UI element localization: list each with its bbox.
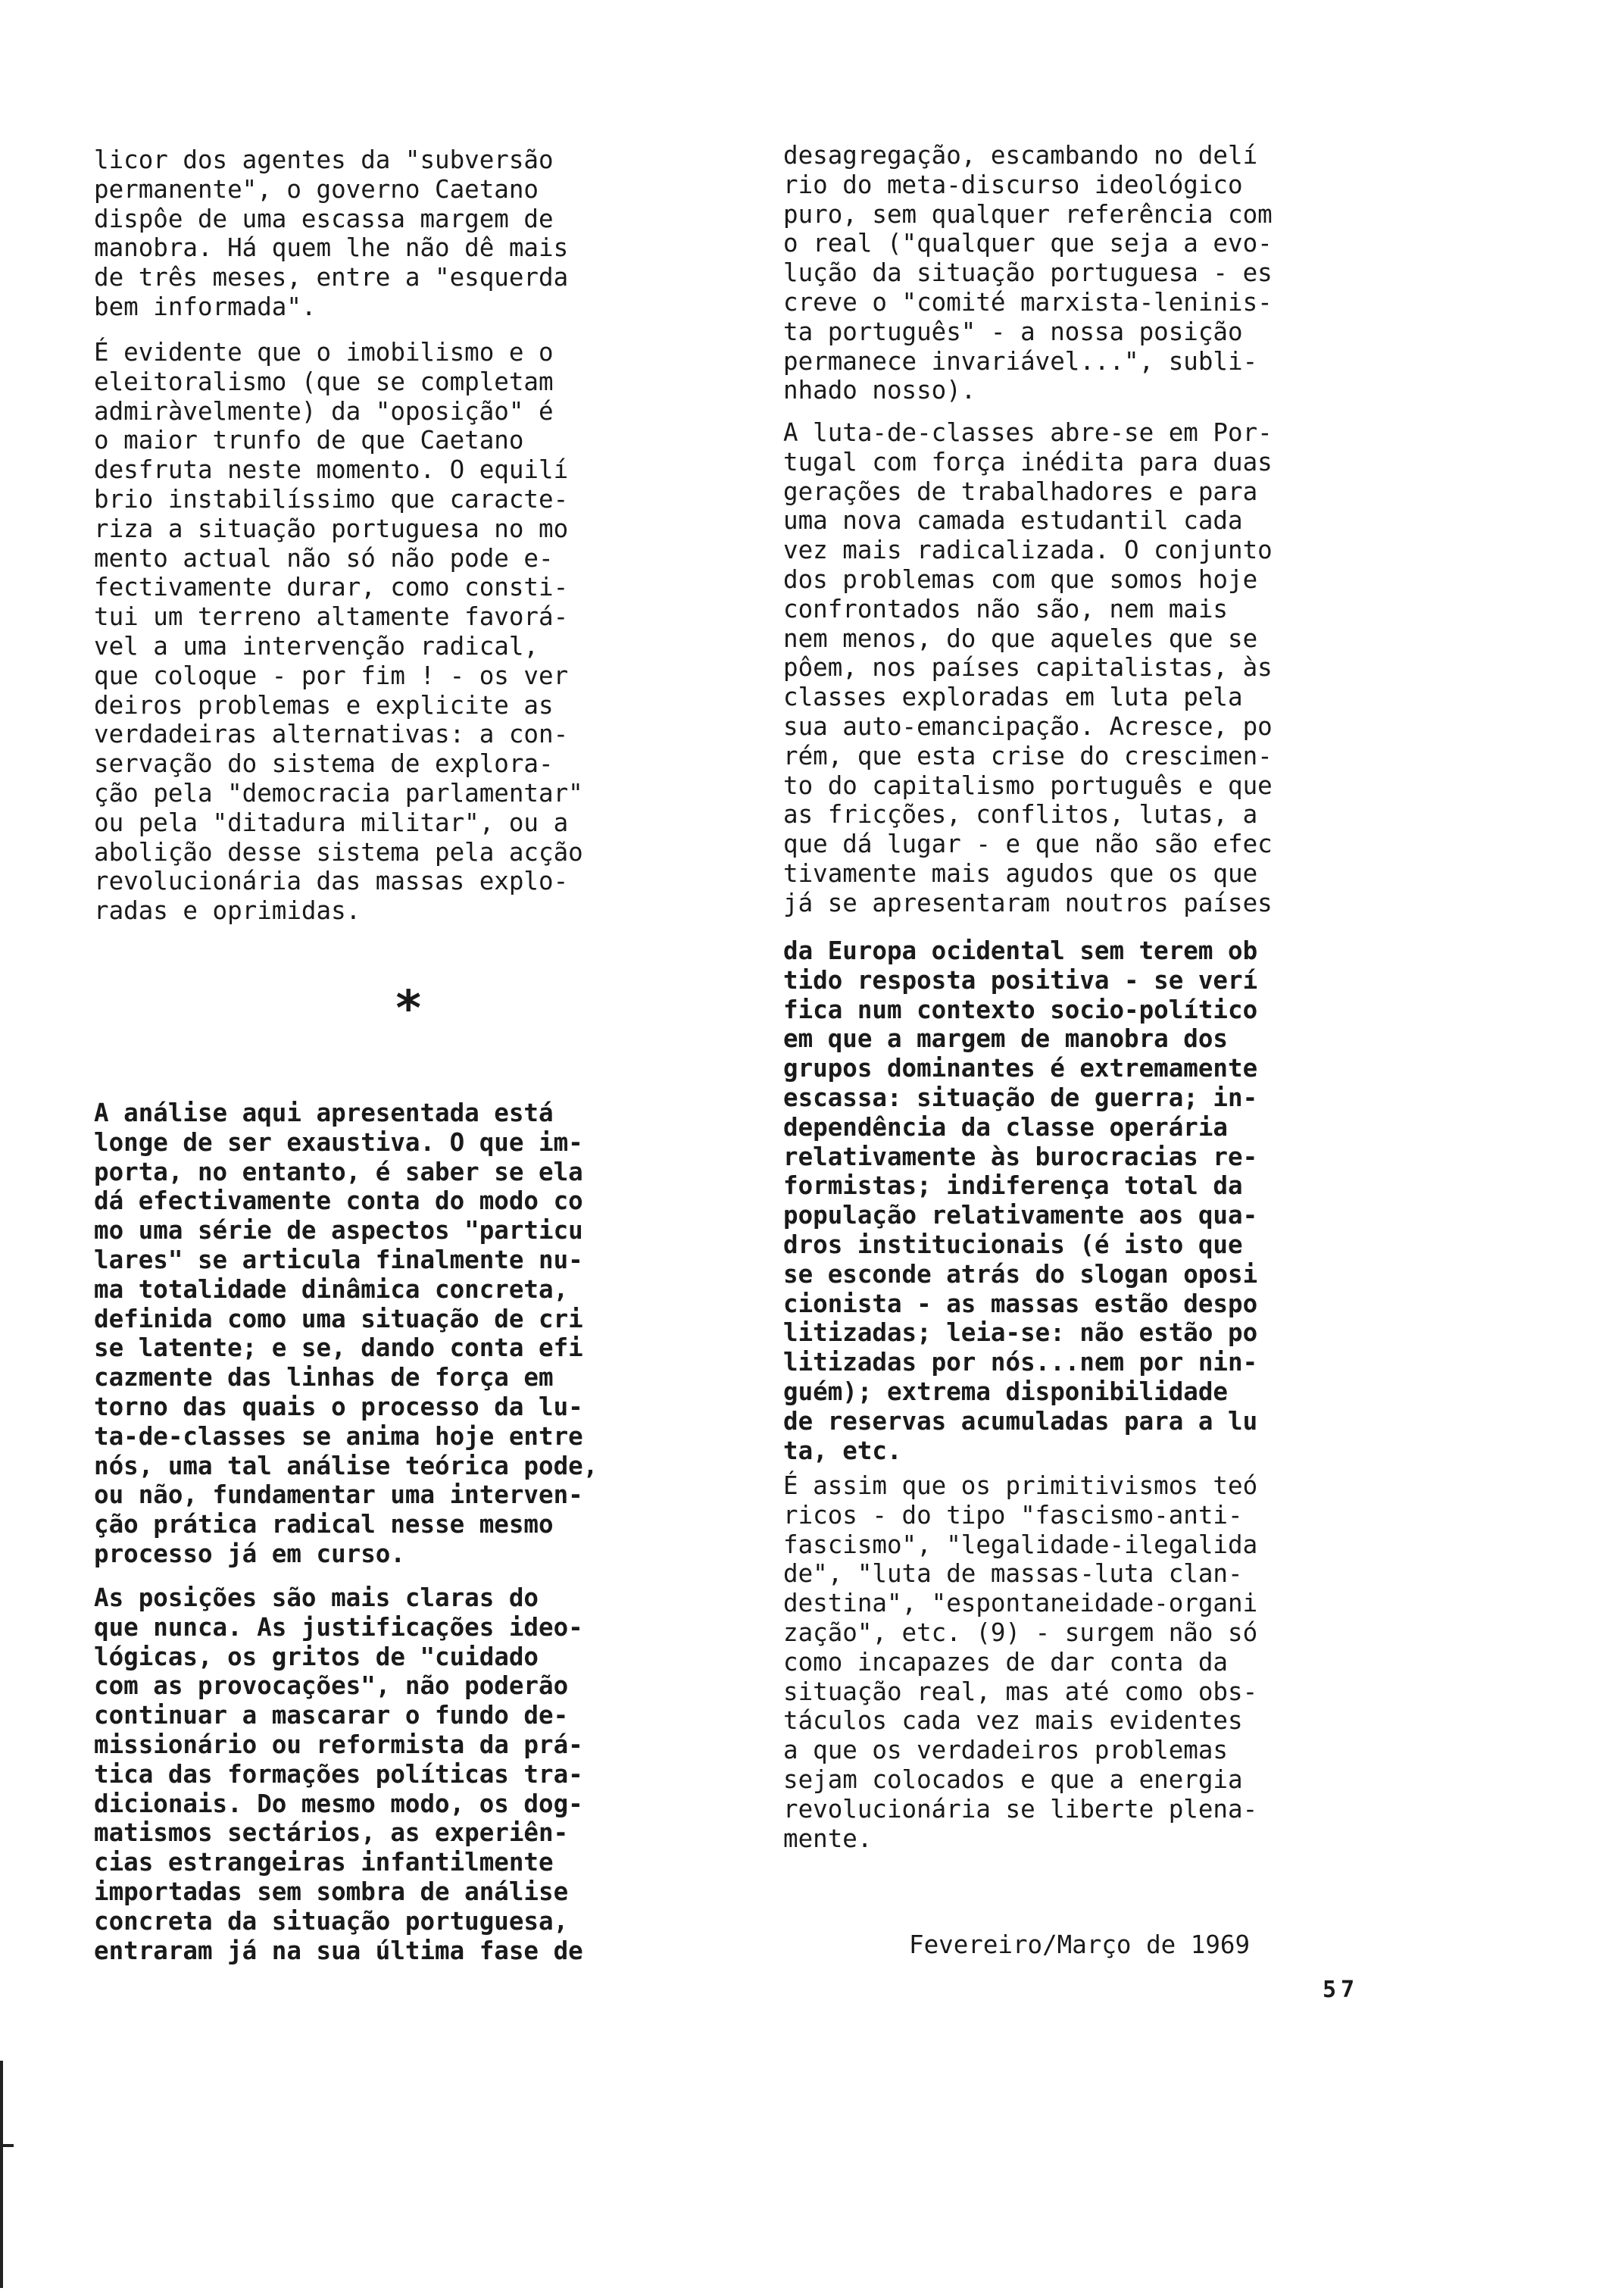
text-line: fica num contexto socio-político bbox=[783, 995, 1258, 1024]
text-line: lares" se articula finalmente nu- bbox=[94, 1245, 583, 1274]
text-line: fascismo", "legalidade-ilegalida bbox=[783, 1530, 1258, 1559]
text-line: nós, uma tal análise teórica pode, bbox=[94, 1451, 598, 1480]
text-line: gerações de trabalhadores e para bbox=[783, 477, 1258, 506]
text-line: mo uma série de aspectos "particu bbox=[94, 1216, 583, 1246]
text-line: to do capitalismo português e que bbox=[783, 770, 1273, 800]
right-paragraph-3 bbox=[783, 936, 1257, 1465]
text-line: definida como uma situação de cri bbox=[94, 1304, 583, 1333]
text-line: verdadeiras alternativas: a con- bbox=[94, 720, 569, 749]
scan-edge-tick bbox=[0, 2144, 14, 2147]
text-line: porta, no entanto, é saber se ela bbox=[94, 1157, 583, 1186]
text-line: torno das quais o processo da lu- bbox=[94, 1392, 583, 1421]
text-line: permanece invariável...", subli- bbox=[783, 346, 1258, 376]
text-line: como incapazes de dar conta da bbox=[783, 1647, 1228, 1677]
text-line: dependência da classe operária bbox=[783, 1112, 1228, 1142]
text-line: fectivamente durar, como consti- bbox=[94, 573, 569, 602]
text-line: tugal com força inédita para duas bbox=[783, 447, 1273, 477]
text-line: ta português" - a nossa posição bbox=[783, 317, 1243, 346]
text-line: matismos sectários, as experiên- bbox=[94, 1818, 569, 1848]
text-line: É assim que os primitivismos teó bbox=[783, 1471, 1258, 1500]
text-line: formistas; indiferença total da bbox=[783, 1171, 1243, 1201]
text-line: zação", etc. (9) - surgem não só bbox=[783, 1617, 1258, 1647]
text-line: vel a uma intervenção radical, bbox=[94, 631, 539, 661]
text-line: da Europa ocidental sem terem ob bbox=[783, 936, 1258, 965]
text-line: abolição desse sistema pela acção bbox=[94, 837, 583, 867]
right-paragraph-2 bbox=[783, 418, 1273, 918]
left-paragraph-1 bbox=[94, 145, 568, 322]
text-line: táculos cada vez mais evidentes bbox=[783, 1706, 1243, 1736]
text-line: população relativamente aos qua- bbox=[783, 1201, 1258, 1230]
left-paragraph-3 bbox=[94, 1099, 598, 1569]
text-line: ricos - do tipo "fascismo-anti- bbox=[783, 1500, 1243, 1530]
text-line: creve o "comité marxista-leninis- bbox=[783, 287, 1273, 317]
text-line: As posições são mais claras do bbox=[94, 1583, 539, 1612]
text-line: que dá lugar - e que não são efec bbox=[783, 830, 1273, 859]
text-line: cias estrangeiras infantilmente bbox=[94, 1848, 554, 1877]
text-line: desagregação, escambando no delí bbox=[783, 141, 1258, 170]
text-line: rém, que esta crise do crescimen- bbox=[783, 741, 1273, 770]
text-line: tivamente mais agudos que os que bbox=[783, 858, 1258, 888]
text-line: permanente", o governo Caetano bbox=[94, 174, 539, 204]
text-line: tica das formações políticas tra- bbox=[94, 1759, 583, 1789]
text-line: ta, etc. bbox=[783, 1436, 902, 1465]
text-line: lução da situação portuguesa - es bbox=[783, 258, 1273, 288]
text-line: ma totalidade dinâmica concreta, bbox=[94, 1274, 569, 1304]
text-line: importadas sem sombra de análise bbox=[94, 1877, 569, 1906]
text-line: dá efectivamente conta do modo co bbox=[94, 1186, 583, 1216]
right-paragraph-4 bbox=[783, 1471, 1257, 1853]
page-number: 57 bbox=[1323, 1977, 1360, 2003]
text-line: em que a margem de manobra dos bbox=[783, 1024, 1228, 1054]
text-line: servação do sistema de explora- bbox=[94, 749, 554, 779]
text-line: manobra. Há quem lhe não dê mais bbox=[94, 233, 569, 263]
text-line: admiràvelmente) da "oposição" é bbox=[94, 396, 554, 426]
text-line: litizadas por nós...nem por nin- bbox=[783, 1348, 1258, 1377]
text-line: A luta-de-classes abre-se em Por- bbox=[783, 418, 1273, 447]
text-line: dos problemas com que somos hoje bbox=[783, 564, 1258, 594]
text-line: continuar a mascarar o fundo de- bbox=[94, 1701, 569, 1730]
left-paragraph-2 bbox=[94, 338, 583, 926]
text-line: a que os verdadeiros problemas bbox=[783, 1736, 1228, 1765]
scan-edge-mark bbox=[0, 2061, 3, 2288]
text-line: sua auto-emancipação. Acresce, po bbox=[783, 711, 1273, 741]
text-line: de reservas acumuladas para a lu bbox=[783, 1406, 1258, 1436]
text-line: ção pela "democracia parlamentar" bbox=[94, 778, 583, 808]
text-line: concreta da situação portuguesa, bbox=[94, 1906, 569, 1936]
text-line: dispôe de uma escassa margem de bbox=[94, 204, 554, 233]
text-line: radas e oprimidas. bbox=[94, 896, 361, 926]
text-line: É evidente que o imobilismo e o bbox=[94, 338, 554, 367]
text-line: uma nova camada estudantil cada bbox=[783, 506, 1243, 536]
text-line: destina", "espontaneidade-organi bbox=[783, 1589, 1258, 1618]
text-line: sejam colocados e que a energia bbox=[783, 1764, 1243, 1794]
text-line: puro, sem qualquer referência com bbox=[783, 199, 1273, 229]
text-line: guém); extrema disponibilidade bbox=[783, 1377, 1228, 1406]
text-line: grupos dominantes é extremamente bbox=[783, 1054, 1258, 1083]
text-line: ção prática radical nesse mesmo bbox=[94, 1510, 554, 1539]
text-line: tido resposta positiva - se verí bbox=[783, 965, 1258, 995]
text-line: escassa: situação de guerra; in- bbox=[783, 1083, 1258, 1112]
text-line: revolucionária se liberte plena- bbox=[783, 1794, 1258, 1824]
text-line: se latente; e se, dando conta efi bbox=[94, 1333, 583, 1363]
text-line: com as provocações", não poderão bbox=[94, 1671, 569, 1701]
text-line: relativamente às burocracias re- bbox=[783, 1142, 1258, 1171]
text-line: confrontados não são, nem mais bbox=[783, 594, 1228, 624]
text-line: o real ("qualquer que seja a evo- bbox=[783, 229, 1273, 258]
text-line: já se apresentaram noutros países bbox=[783, 888, 1273, 917]
text-line: cionista - as massas estão despo bbox=[783, 1289, 1258, 1318]
text-line: de", "luta de massas-luta clan- bbox=[783, 1559, 1243, 1589]
text-line: que coloque - por fim ! - os ver bbox=[94, 661, 569, 690]
text-line: litizadas; leia-se: não estão po bbox=[783, 1318, 1258, 1348]
text-line: rio do meta-discurso ideológico bbox=[783, 170, 1243, 199]
text-line: dicionais. Do mesmo modo, os dog- bbox=[94, 1789, 583, 1818]
text-line: dros institucionais (é isto que bbox=[783, 1230, 1243, 1259]
right-paragraph-1 bbox=[783, 141, 1273, 405]
text-line: missionário ou reformista da prá- bbox=[94, 1730, 583, 1759]
text-line: entraram já na sua última fase de bbox=[94, 1936, 583, 1965]
text-line: mente. bbox=[783, 1824, 873, 1853]
text-line: longe de ser exaustiva. O que im- bbox=[94, 1127, 583, 1157]
text-line: desfruta neste momento. O equilí bbox=[94, 455, 569, 485]
text-line: licor dos agentes da "subversão bbox=[94, 145, 554, 174]
text-line: processo já em curso. bbox=[94, 1539, 405, 1568]
text-line: as fricções, conflitos, lutas, a bbox=[783, 800, 1258, 830]
text-line: riza a situação portuguesa no mo bbox=[94, 514, 569, 543]
text-line: ou não, fundamentar uma interven- bbox=[94, 1480, 583, 1510]
text-line: lógicas, os gritos de "cuidado bbox=[94, 1642, 539, 1671]
text-line: ta-de-classes se anima hoje entre bbox=[94, 1421, 583, 1451]
text-line: ou pela "ditadura militar", ou a bbox=[94, 808, 569, 837]
left-paragraph-4 bbox=[94, 1583, 583, 1965]
text-line: se esconde atrás do slogan oposi bbox=[783, 1259, 1258, 1289]
section-separator-asterisk: * bbox=[394, 981, 423, 1037]
text-line: que nunca. As justificações ideo- bbox=[94, 1612, 583, 1642]
text-line: situação real, mas até como obs- bbox=[783, 1677, 1258, 1706]
text-line: brio instabilíssimo que caracte- bbox=[94, 484, 569, 514]
date-line: Fevereiro/Março de 1969 bbox=[909, 1930, 1251, 1959]
text-line: A análise aqui apresentada está bbox=[94, 1099, 554, 1127]
text-line: vez mais radicalizada. O conjunto bbox=[783, 536, 1273, 565]
text-line: pôem, nos países capitalistas, às bbox=[783, 653, 1273, 683]
text-line: o maior trunfo de que Caetano bbox=[94, 426, 524, 455]
text-line: nem menos, do que aqueles que se bbox=[783, 624, 1258, 653]
text-line: bem informada". bbox=[94, 292, 317, 321]
text-line: nhado nosso). bbox=[783, 376, 976, 405]
text-line: deiros problemas e explicite as bbox=[94, 690, 554, 720]
text-line: cazmente das linhas de força em bbox=[94, 1363, 554, 1392]
text-line: classes exploradas em luta pela bbox=[783, 683, 1243, 712]
text-line: revolucionária das massas explo- bbox=[94, 867, 569, 896]
text-line: de três meses, entre a "esquerda bbox=[94, 263, 569, 292]
text-line: mento actual não só não pode e- bbox=[94, 543, 554, 573]
text-line: tui um terreno altamente favorá- bbox=[94, 602, 569, 632]
text-line: eleitoralismo (que se completam bbox=[94, 367, 554, 396]
